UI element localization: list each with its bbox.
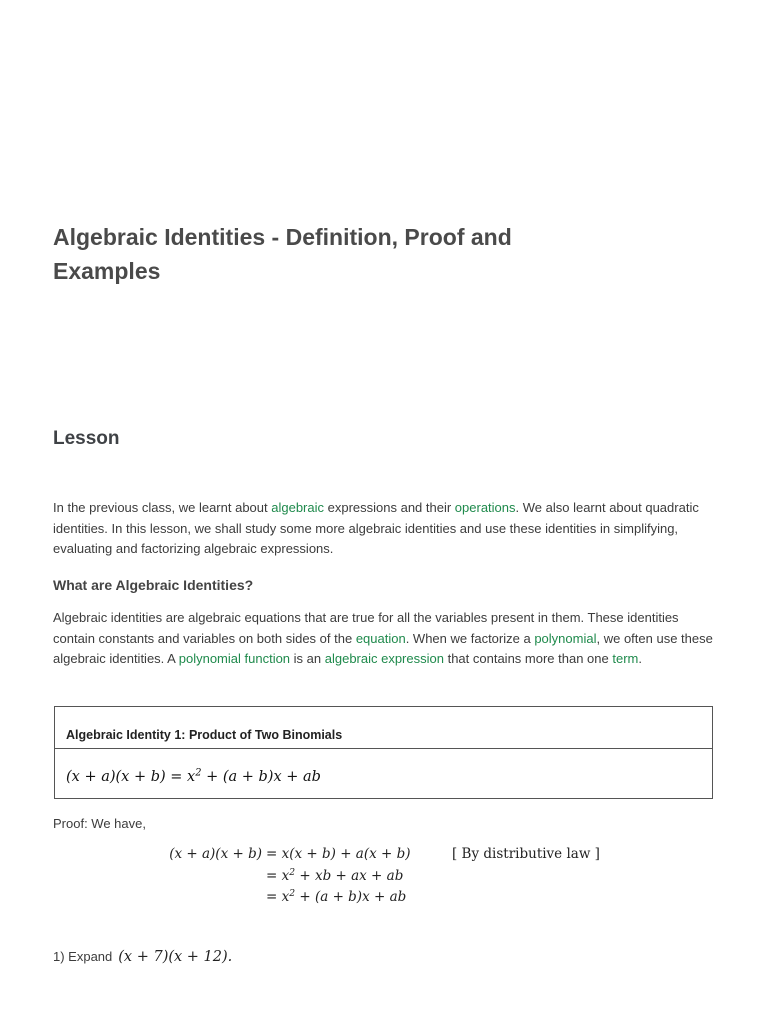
derivation-step-1: = x(x + b) + a(x + b)	[266, 846, 411, 862]
derivation-step-2-exponent: 2	[289, 866, 296, 878]
derivation-step-3-b: + (a + b)x + ab	[295, 889, 407, 905]
exercise-formula: (x + 7)(x + 12).	[118, 949, 233, 965]
exercise-label: 1) Expand	[53, 949, 113, 964]
lesson-heading: Lesson	[53, 428, 120, 449]
derivation-step-3-a: = x	[266, 889, 290, 905]
definition-text-3: , we often use these algebraic identities. A	[53, 630, 713, 666]
definition-text-2: . When we factorize a	[405, 630, 535, 646]
derivation-lhs: (x + a)(x + b)	[169, 846, 262, 862]
polynomial-link[interactable]: polynomial	[534, 630, 597, 646]
operations-link[interactable]: operations	[454, 500, 516, 515]
definition-paragraph	[53, 608, 715, 670]
algebraic-link[interactable]: algebraic	[271, 500, 324, 515]
polynomial-function-link[interactable]: polynomial function	[178, 651, 291, 666]
what-are-identities-heading: What are Algebraic Identities?	[53, 577, 254, 593]
identity-formula-exponent: 2	[195, 767, 202, 779]
distributive-law-note: [ By distributive law ]	[452, 846, 600, 862]
derivation-step-2-b: + xb + ax + ab	[295, 868, 404, 884]
definition-text-5: that contains more than one	[443, 651, 613, 666]
intro-paragraph	[53, 498, 715, 560]
exercise-1	[53, 946, 232, 968]
intro-text-3: . We also learnt about quadratic identities. In this lesson, we shall study some more algebraic identities and use these identities in simplifying, evaluating and factorizing algebraic expressions.	[53, 500, 699, 556]
definition-text-1: Algebraic identities are algebraic equations that are true for all the variables present in them. These identities contain constants and variables on both sides of the	[53, 610, 679, 646]
algebraic-expression-link[interactable]: algebraic expression	[324, 651, 444, 666]
derivation-step-3-exponent: 2	[289, 887, 296, 899]
proof-label: Proof: We have,	[53, 816, 146, 831]
page-title: Algebraic Identities - Definition, Proof and Examples	[53, 224, 512, 284]
derivation-step-3	[266, 889, 406, 905]
equation-link[interactable]: equation	[355, 630, 406, 646]
identity-box-title: Algebraic Identity 1: Product of Two Binomials	[55, 707, 712, 749]
identity-formula-lhs: (x + a)(x + b) = x	[66, 769, 196, 785]
term-link[interactable]: term	[612, 651, 639, 666]
derivation-step-2-a: = x	[266, 868, 290, 884]
definition-text-4: is an	[290, 651, 325, 666]
intro-text-2: expressions and their	[324, 500, 455, 515]
derivation-step-2	[266, 868, 403, 884]
intro-text-1: In the previous class, we learnt about	[53, 500, 272, 515]
identity-formula-rhs: + (a + b)x + ab	[201, 769, 321, 785]
identity-formula	[55, 749, 712, 785]
identity-box	[54, 706, 713, 799]
definition-text-6: .	[638, 651, 642, 666]
